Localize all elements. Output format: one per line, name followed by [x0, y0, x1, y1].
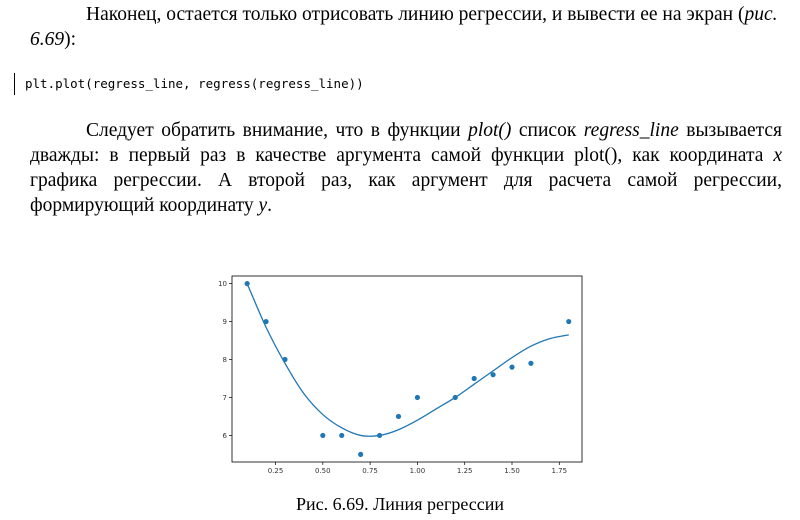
data-point — [566, 319, 571, 324]
regression-chart — [206, 270, 586, 482]
plot-area — [232, 276, 582, 462]
data-point — [263, 319, 268, 324]
text-segment: . — [267, 195, 273, 216]
x-tick-label: 1.00 — [409, 467, 426, 475]
figure-reference: рис. 6.69 — [30, 4, 778, 50]
paragraph-explanation — [30, 118, 782, 218]
text-segment: Следует обратить внимание, что в функции — [86, 120, 469, 141]
data-point — [528, 361, 533, 366]
function-name-plot: plot() — [468, 120, 512, 141]
text-segment: список — [511, 120, 584, 141]
paragraph-intro — [30, 2, 780, 52]
y-tick-label: 9 — [222, 318, 227, 327]
x-tick-label: 1.75 — [551, 467, 568, 475]
data-point — [282, 357, 287, 362]
x-tick-label: 1.50 — [504, 467, 520, 475]
variable-name-regress-line: regress_line — [583, 120, 679, 141]
data-point — [320, 433, 325, 438]
y-tick-label: 8 — [222, 356, 227, 365]
data-point — [396, 414, 401, 419]
data-point — [339, 433, 344, 438]
y-tick-label: 10 — [218, 280, 227, 289]
data-point — [377, 433, 382, 438]
text-segment: графика регрессии. А второй раз, как аргумент для расчета самой регрессии, формирующий координату — [30, 170, 782, 216]
data-point — [472, 376, 477, 381]
data-point — [509, 365, 514, 370]
code-snippet: plt.plot(regress_line, regress(regress_line)) — [14, 73, 364, 95]
y-tick-label: 7 — [222, 393, 227, 402]
paragraph-intro-tail: ): — [64, 29, 77, 50]
figure-caption: Рис. 6.69. Линия регрессии — [295, 494, 505, 514]
x-tick-label: 0.25 — [267, 467, 284, 475]
x-tick-label: 0.50 — [315, 467, 331, 475]
y-tick-label: 6 — [222, 431, 227, 440]
x-tick-label: 0.75 — [362, 467, 378, 475]
data-point — [490, 372, 495, 377]
data-point — [415, 395, 420, 400]
data-point — [358, 452, 363, 457]
paragraph-intro-text: Наконец, остается только отрисовать линию регрессии, и вывести ее на экран ( — [86, 4, 745, 25]
variable-y: y — [258, 195, 268, 216]
x-tick-label: 1.25 — [456, 467, 473, 475]
text-segment: вызывается дважды: в первый раз в качестве аргумента самой функции plot(), как координата — [30, 120, 783, 166]
data-point — [453, 395, 458, 400]
variable-x: x — [773, 145, 782, 166]
data-point — [245, 281, 250, 286]
